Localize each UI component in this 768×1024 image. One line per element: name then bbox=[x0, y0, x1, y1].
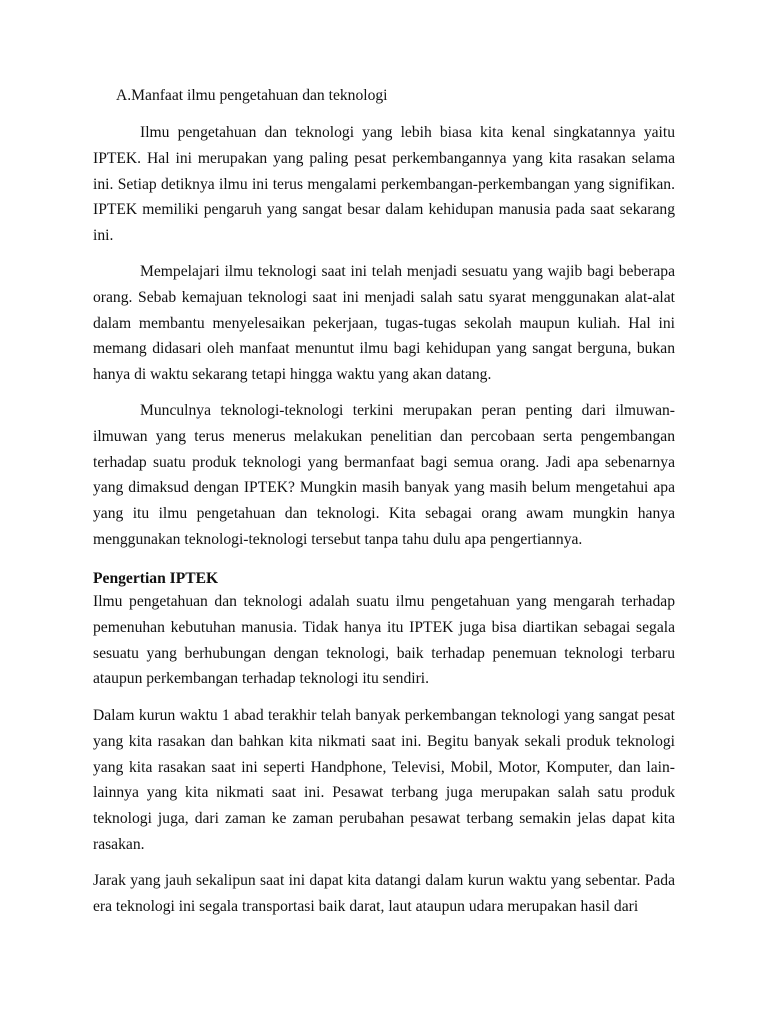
paragraph-definition: Ilmu pengetahuan dan teknologi adalah suatu ilmu pengetahuan yang mengarah terhadap pemenuhan kebutuhan manusia. Tidak hanya itu IPTEK juga bisa diartikan sebagai segala sesuatu yang berhubungan dengan teknologi, baik terhadap penemuan teknologi terbaru ataupun perkembangan terhadap teknologi itu sendiri. bbox=[93, 593, 675, 688]
paragraph-century-development: Dalam kurun waktu 1 abad terakhir telah banyak perkembangan teknologi yang sangat pesat yang kita rasakan dan bahkan kita nikmati saat ini. Begitu banyak sekali produk teknologi yang kita rasakan saat ini seperti Handphone, Televisi, Mobil, Motor, Komputer, dan lain-lainnya yang kita nikmati saat ini. Pesawat terbang juga merupakan salah satu produk teknologi juga, dari zaman ke zaman perubahan pesawat terbang semakin jelas dapat kita rasakan. bbox=[93, 707, 675, 853]
paragraph-iptek-intro: Ilmu pengetahuan dan teknologi yang lebih biasa kita kenal singkatannya yaitu IPTEK. Hal ini merupakan yang paling pesat perkembangannya yang kita rasakan selama ini. Setiap detiknya ilmu ini terus mengalami perkembangan-perkembangan yang signifikan. IPTEK memiliki pengaruh yang sangat besar dalam kehidupan manusia pada saat sekarang ini. bbox=[93, 124, 675, 245]
paragraph-learning-technology: Mempelajari ilmu teknologi saat ini telah menjadi sesuatu yang wajib bagi beberapa orang. Sebab kemajuan teknologi saat ini menjadi salah satu syarat menggunakan alat-alat dalam membantu menyelesaikan pekerjaan, tugas-tugas sekolah maupun kuliah. Hal ini memang didasari oleh manfaat menuntut ilmu bagi kehidupan yang sangat berguna, bukan hanya di waktu sekarang tetapi hingga waktu yang akan datang. bbox=[93, 263, 675, 384]
section-title: A.Manfaat ilmu pengetahuan dan teknologi bbox=[116, 87, 388, 104]
subheading-pengertian-iptek: Pengertian IPTEK bbox=[93, 570, 219, 587]
paragraph-transportation: Jarak yang jauh sekalipun saat ini dapat kita datangi dalam kurun waktu yang sebentar. Pada era teknologi ini segala transportasi baik darat, laut ataupun udara merupakan hasil dari bbox=[93, 872, 675, 915]
paragraph-emergence-technology: Munculnya teknologi-teknologi terkini merupakan peran penting dari ilmuwan-ilmuwan yang terus menerus melakukan penelitian dan percobaan serta pengembangan terhadap suatu produk teknologi yang bermanfaat bagi semua orang. Jadi apa sebenarnya yang dimaksud dengan IPTEK? Mungkin masih banyak yang masih belum mengetahui apa yang itu ilmu pengetahuan dan teknologi. Kita sebagai orang awam mungkin hanya menggunakan teknologi-teknologi tersebut tanpa tahu dulu apa pengertiannya. bbox=[93, 402, 675, 548]
